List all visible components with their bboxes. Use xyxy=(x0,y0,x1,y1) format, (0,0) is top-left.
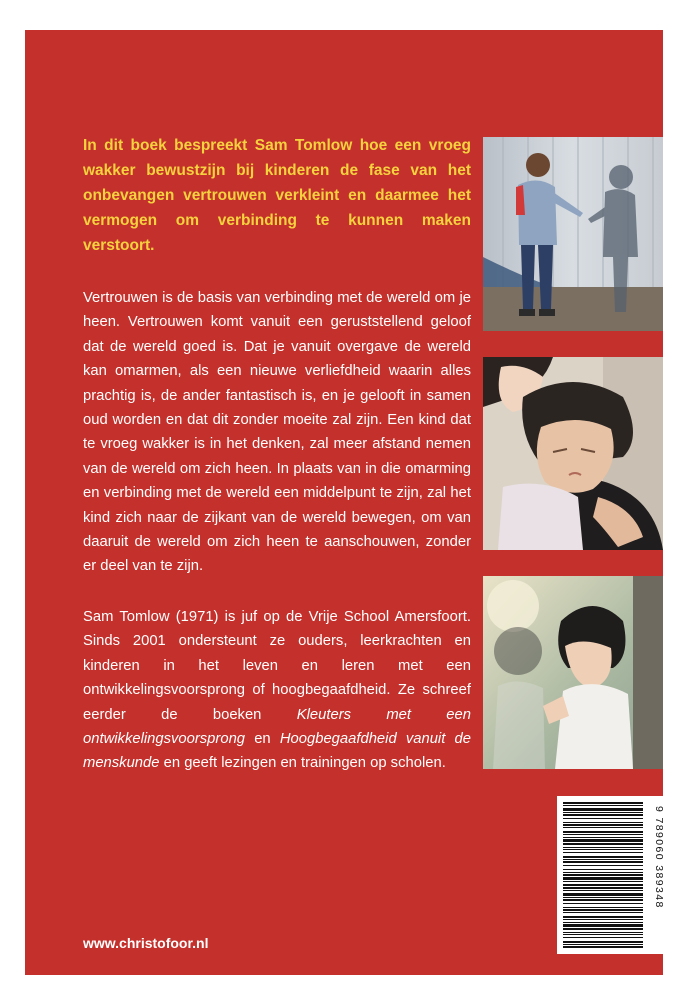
barcode-bar xyxy=(563,924,643,927)
barcode-bar xyxy=(563,941,643,943)
barcode-bar xyxy=(563,834,643,835)
barcode-bar xyxy=(563,881,643,882)
barcode-bar xyxy=(563,899,643,901)
barcode-bar xyxy=(563,824,643,826)
barcode-bar xyxy=(563,872,643,873)
barcode-bar xyxy=(563,822,643,823)
barcode-bar xyxy=(563,805,643,806)
barcode-bar xyxy=(563,839,643,842)
author-bio xyxy=(83,605,471,776)
barcode-bar xyxy=(563,874,643,876)
barcode-bar xyxy=(563,818,643,819)
barcode-bar xyxy=(563,916,643,918)
barcode-bar xyxy=(563,934,643,935)
barcode-bar xyxy=(563,847,643,848)
barcode-bar xyxy=(563,912,643,913)
barcode-bar xyxy=(563,884,643,886)
barcode-bar xyxy=(563,893,643,896)
book-title-1: Kleuters met een ontwikkelingsvoorsprong xyxy=(83,706,471,747)
barcode-bar xyxy=(563,859,643,860)
barcode-bar xyxy=(563,812,643,813)
barcode-bar xyxy=(563,837,643,838)
publisher-website: www.christofoor.nl xyxy=(83,935,209,951)
barcode-bar xyxy=(563,843,643,845)
bio-text-2: en geeft lezingen en trainingen op scholen. xyxy=(163,755,446,772)
barcode-bar xyxy=(563,849,643,850)
barcode-bar xyxy=(563,856,643,858)
barcode-bar xyxy=(563,890,643,891)
barcode-bar xyxy=(563,869,643,870)
barcode-bar xyxy=(563,907,643,908)
barcode-bar xyxy=(563,922,643,923)
photo-boy-shadow xyxy=(483,137,663,331)
barcode-bar xyxy=(563,928,643,930)
barcode-bars xyxy=(563,802,643,948)
barcode-bar xyxy=(563,865,643,866)
barcode-bar xyxy=(563,932,643,933)
barcode-number: 9 789060 389348 xyxy=(653,806,665,909)
barcode-bar xyxy=(563,937,643,938)
barcode-bar xyxy=(563,946,643,948)
barcode-bar xyxy=(563,861,643,863)
barcode-bar xyxy=(563,827,643,828)
text-column xyxy=(83,133,471,776)
barcode-bar xyxy=(563,852,643,853)
barcode-bar xyxy=(563,802,643,804)
bio-text-1: Sam Tomlow (1971) is juf op de Vrije School Amersfoort. Sinds 2001 ondersteunt ze ouders, leerkrachten en kinderen in het leven en leren met een ontwikkelingsvoorsprong of hoogbegaafdheid. Ze schreef eerder de boeken xyxy=(83,608,471,723)
barcode-bar xyxy=(563,903,643,904)
barcode-bar xyxy=(563,877,643,880)
photo-mother-child-hug xyxy=(483,357,663,550)
barcode-bar xyxy=(563,897,643,898)
isbn-barcode xyxy=(557,796,663,954)
barcode-bar xyxy=(563,831,643,833)
barcode-bar xyxy=(563,944,643,945)
barcode-bar xyxy=(563,814,643,816)
bio-and: en xyxy=(254,730,271,747)
barcode-bar xyxy=(563,808,643,811)
book-title-2: Hoogbegaafdheid vanuit de menskunde xyxy=(83,730,471,772)
barcode-bar xyxy=(563,887,643,889)
barcode-bar xyxy=(563,909,643,911)
photo-child-window xyxy=(483,576,663,769)
lead-paragraph: In dit boek bespreekt Sam Tomlow hoe een vroeg wakker bewustzijn bij kinderen de fase van het onbevangen vertrouwen verkleint en daarmee het vermogen om verbinding te kunnen maken verstoort. xyxy=(83,137,471,254)
body-paragraph: Vertrouwen is de basis van verbinding met de wereld om je heen. Vertrouwen komt vanuit een geruststellend geloof dat de wereld goed is. Dat je vanuit overgave de wereld kan omarmen, als een nieuwe verliefdheid waarin alles prachtig is, de ander fantastisch is, en je gelooft in samen oud worden en dat dit zonder moeite zal zijn. Een kind dat te vroeg wakker is in het denken, zal meer afstand nemen van de wereld om zich heen. In plaats van in die omarming en verbinding met de wereld een middelpunt te zijn, zal het kind zich naar de zijkant van de wereld bewegen, om van daaruit de wereld om zich heen te aanschouwen, zonder er deel van te zijn. xyxy=(83,290,471,575)
barcode-bar xyxy=(563,919,643,920)
